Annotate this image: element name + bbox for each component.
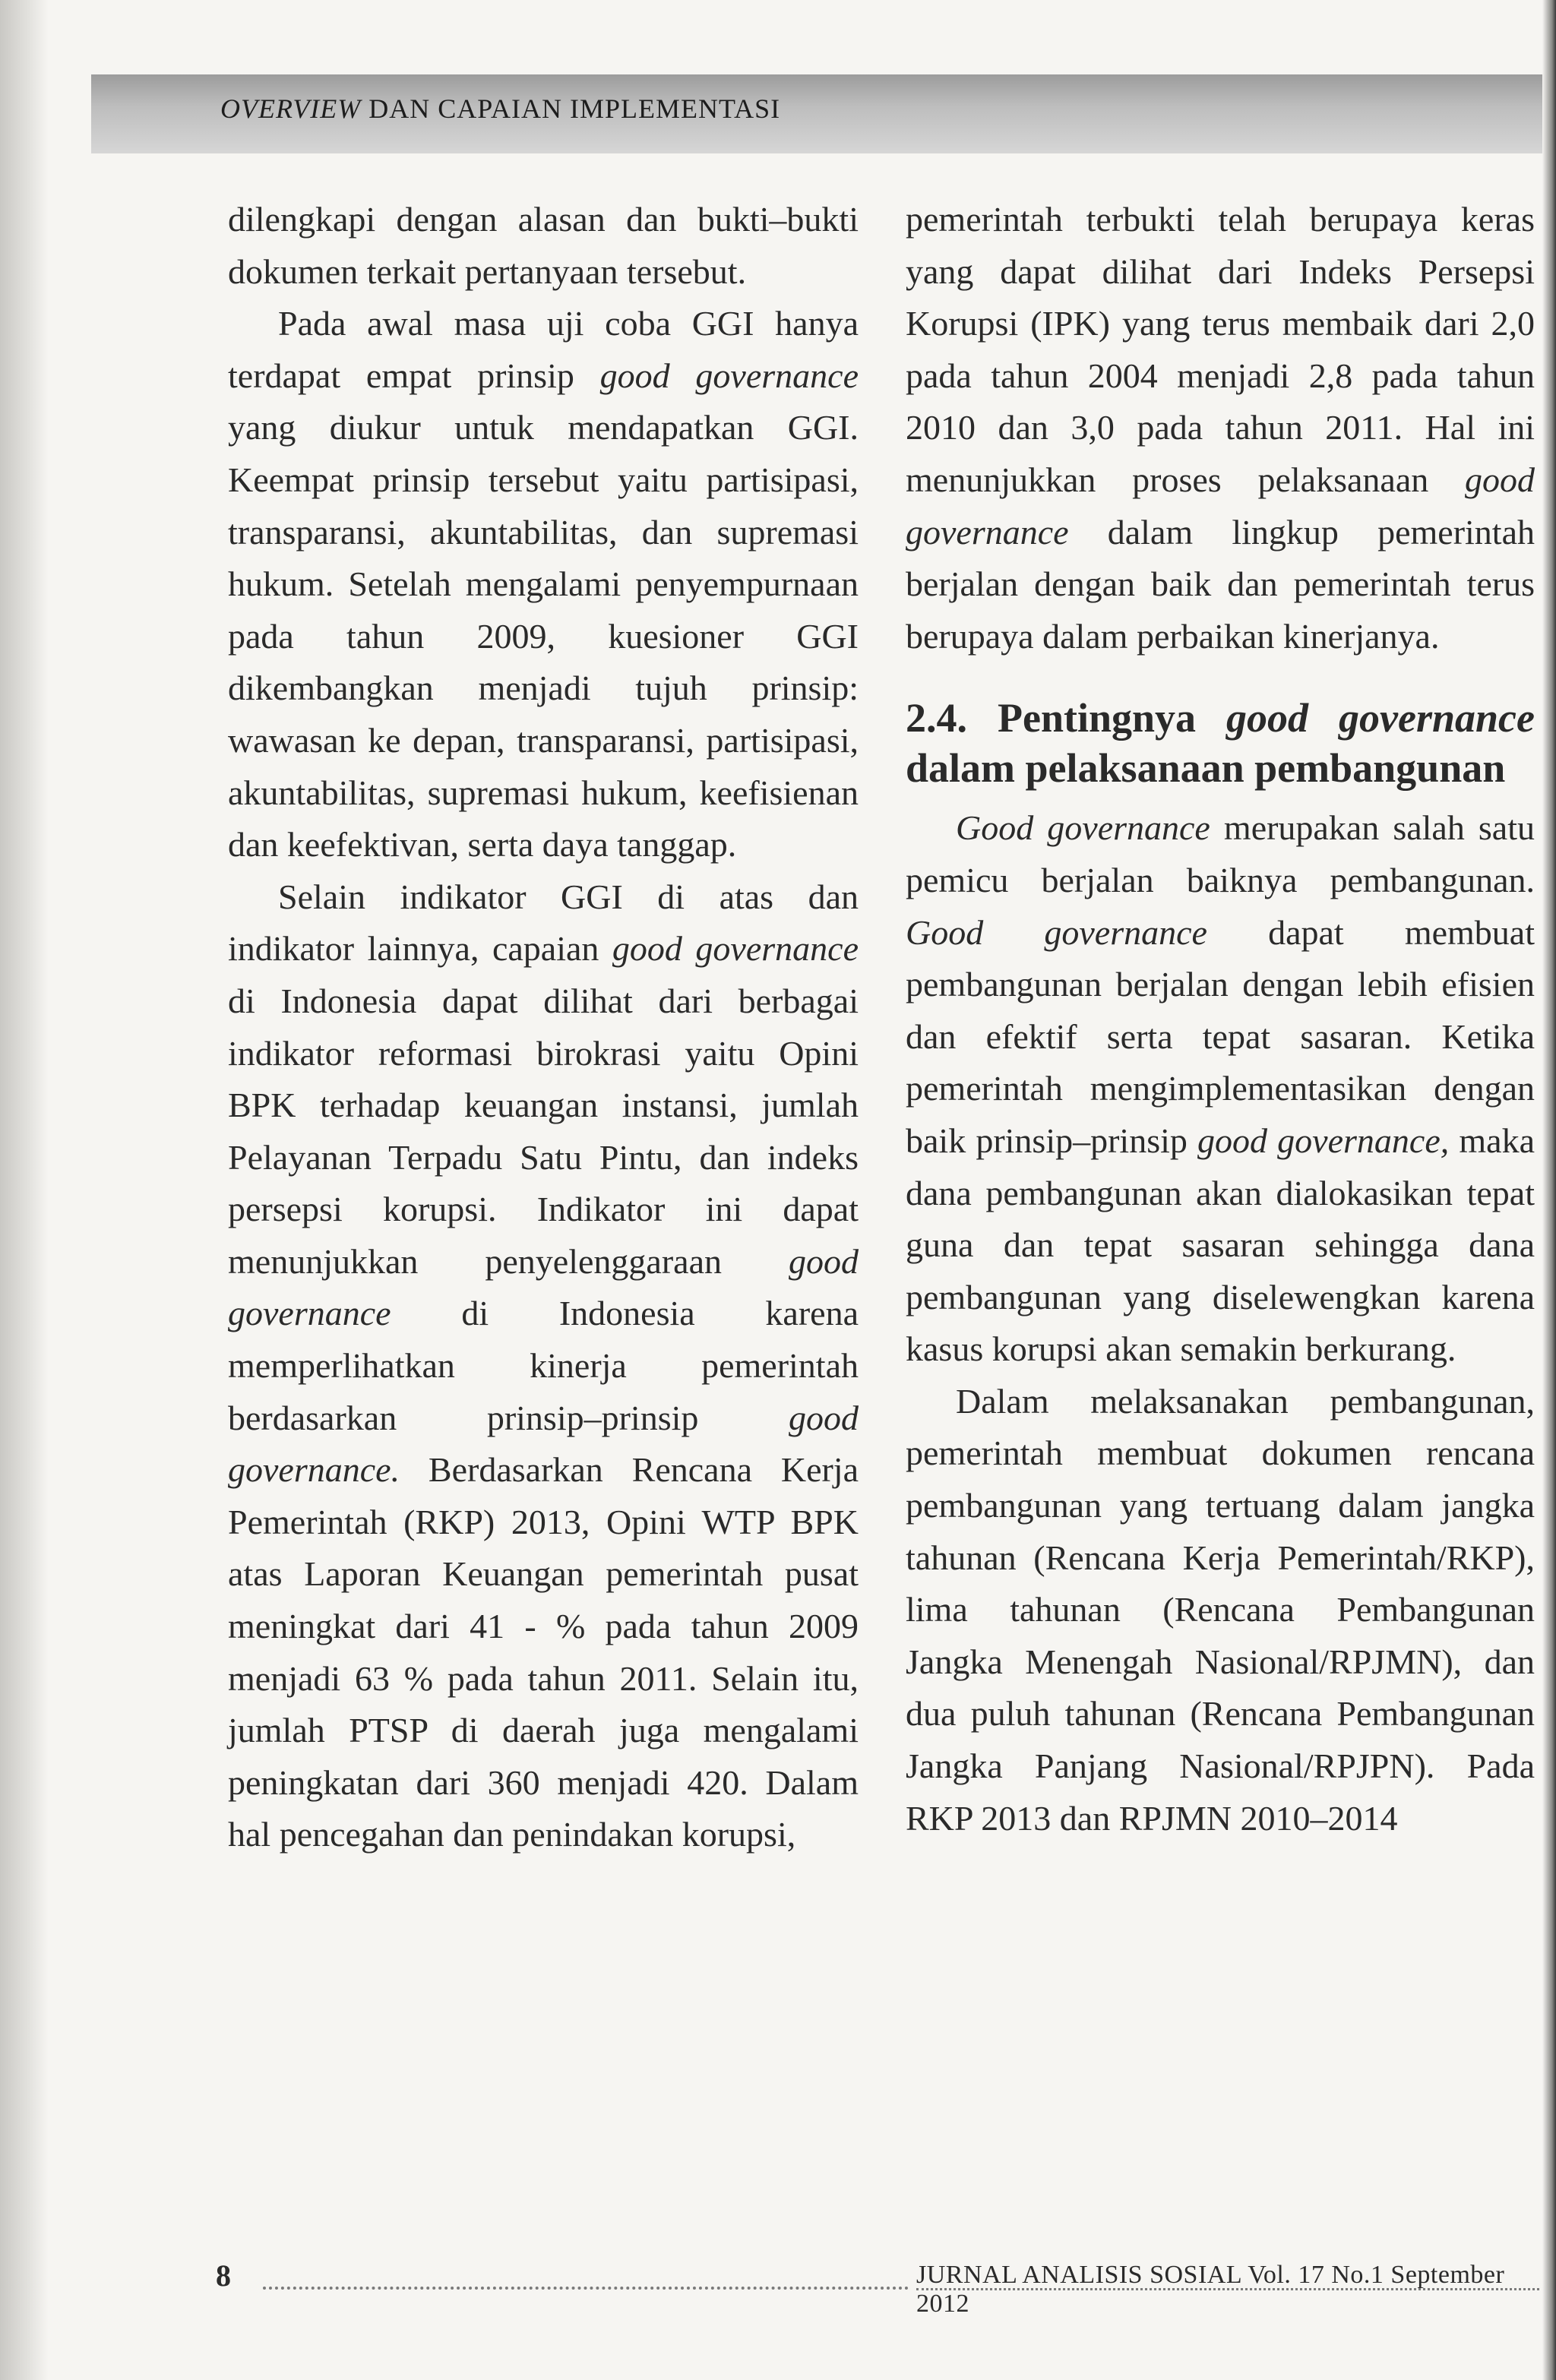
- text-run: Selain indikator GGI di atas dan indikator lainnya, capaian: [228, 877, 859, 969]
- italic-term: good governance: [906, 460, 1535, 552]
- section-number: 2.4.: [906, 695, 967, 741]
- footer-dotted-rule: [263, 2287, 909, 2290]
- text-run: di Indonesia karena memperlihatkan kinerja pemerintah berdasarkan prinsip–prinsip: [228, 1294, 859, 1437]
- text-run: dapat membuat pembangunan berjalan dengan lebih efisien dan efektif serta tepat sasaran. Ketika pemerintah mengimplementasikan dengan baik prinsip–prinsip: [906, 912, 1535, 1160]
- running-header: [220, 93, 780, 125]
- running-header-rest: DAN CAPAIAN IMPLEMENTASI: [361, 93, 781, 124]
- left-column: [228, 194, 859, 1861]
- text-run: yang diukur untuk mendapatkan GGI. Keempat prinsip tersebut yaitu partisipasi, transparansi, akuntabilitas, dan supremasi hukum. Setelah mengalami penyempurnaan pada tahun 2009, kuesioner GGI dikembangkan menjadi tujuh prinsip: wawasan ke depan, transparansi, partisipasi, akuntabilitas, supremasi hukum, keefisienan dan keefektivan, serta daya tanggap.: [228, 408, 859, 864]
- right-paragraph-3: Dalam melaksanakan pembangunan, pemerintah membuat dokumen rencana pembangunan yang tertuang dalam jangka tahunan (Rencana Kerja Pemerintah/RKP), lima tahunan (Rencana Pembangunan Jangka Menengah Nasional/RPJMN), dan dua puluh tahunan (Rencana Pembangunan Jangka Panjang Nasional/RPJPN). Pada RKP 2013 dan RPJMN 2010–2014: [906, 1381, 1535, 1838]
- italic-term: good governance: [228, 1241, 859, 1333]
- heading-italic: good governance: [1226, 695, 1535, 741]
- heading-run: dalam pelaksanaan pembangunan: [906, 745, 1506, 792]
- left-paragraph-2: [228, 298, 859, 871]
- right-column: [906, 194, 1535, 1844]
- page-number: 8: [216, 2258, 231, 2293]
- text-run: Berdasarkan Rencana Kerja Pemerintah (RKP) 2013, Opini WTP BPK atas Laporan Keuangan pemerintah pusat meningkat dari 41 - % pada tahun 2009 menjadi 63 % pada tahun 2011. Selain itu, jumlah PTSP di daerah juga mengalami peningkatan dari 360 menjadi 420. Dalam hal pencegahan dan penindakan korupsi,: [228, 1450, 859, 1854]
- page-edge-left: [0, 0, 49, 2380]
- footer-dotted-rule-right: [916, 2288, 1539, 2290]
- italic-term: good governance.: [228, 1398, 859, 1490]
- italic-term: good governance: [612, 929, 859, 969]
- text-run: Pada awal masa uji coba GGI hanya terdapat empat prinsip: [228, 304, 859, 395]
- italic-term: good governance: [599, 356, 859, 395]
- text-run: merupakan salah satu pemicu berjalan baiknya pembangunan.: [906, 808, 1535, 899]
- text-run: dalam lingkup pemerintah berjalan dengan baik dan pemerintah terus berupaya dalam perbaikan kinerjanya.: [906, 512, 1535, 656]
- italic-term: Good governance: [956, 808, 1210, 848]
- text-run: pemerintah terbukti telah berupaya keras yang dapat dilihat dari Indeks Persepsi Korupsi (IPK) yang terus membaik dari 2,0 pada tahun 2004 menjadi 2,8 pada tahun 2010 dan 3,0 pada tahun 2011. Hal ini menunjukkan proses pelaksanaan: [906, 200, 1535, 499]
- left-paragraph-1: dilengkapi dengan alasan dan bukti–bukti dokumen terkait pertanyaan tersebut.: [228, 200, 859, 291]
- italic-term: good governance,: [1197, 1120, 1450, 1160]
- heading-run: Pentingnya: [967, 695, 1227, 741]
- italic-term: Good governance: [906, 912, 1207, 952]
- running-header-overview: OVERVIEW: [220, 93, 362, 124]
- left-paragraph-3: [228, 871, 859, 1861]
- journal-citation: JURNAL ANALISIS SOSIAL Vol. 17 No.1 September 2012: [916, 2261, 1505, 2318]
- right-paragraph-2: [906, 802, 1535, 1376]
- section-heading-2-4: [906, 693, 1535, 793]
- right-paragraph-1: [906, 194, 1535, 662]
- text-run: di Indonesia dapat dilihat dari berbagai indikator reformasi birokrasi yaitu Opini BPK terhadap keuangan instansi, jumlah Pelayanan Terpadu Satu Pintu, dan indeks persepsi korupsi. Indikator ini dapat menunjukkan penyelenggaraan: [228, 981, 859, 1281]
- text-run: maka dana pembangunan akan dialokasikan tepat guna dan tepat sasaran sehingga dana pembangunan yang diselewengkan karena kasus korupsi akan semakin berkurang.: [906, 1120, 1535, 1369]
- page-edge-right: [1542, 0, 1556, 2380]
